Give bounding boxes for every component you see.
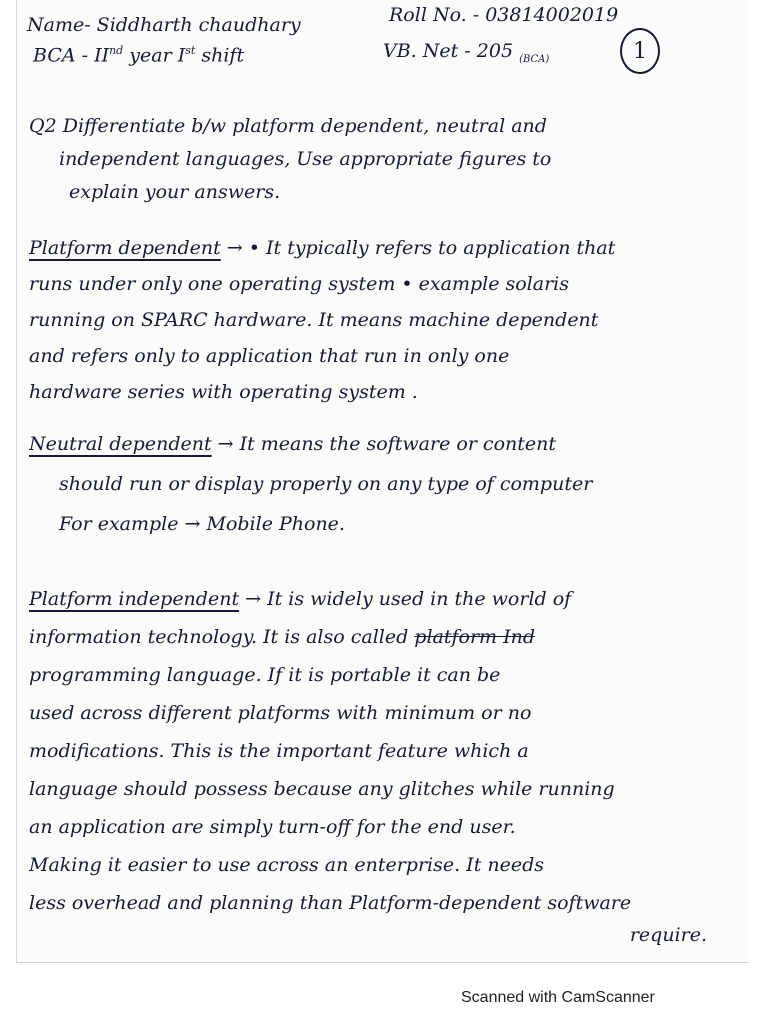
shift-label: shift <box>201 44 245 67</box>
student-name: Name- Siddharth chaudhary <box>27 14 301 36</box>
body-line: Making it easier to use across an enterprise. It needs <box>29 854 545 876</box>
body-line: require. <box>629 924 707 946</box>
body-line: less overhead and planning than Platform-dependent software <box>29 892 632 914</box>
question-block <box>29 110 737 209</box>
scanned-page <box>16 0 749 963</box>
body-line: For example → Mobile Phone. <box>59 513 345 535</box>
section-platform-independent <box>29 580 737 948</box>
term-platform-independent: Platform independent <box>29 588 240 610</box>
body-line: and refers only to application that run in only one <box>29 345 510 367</box>
question-line: explain your answers. <box>69 181 281 203</box>
struck-text: platform Ind <box>414 626 536 648</box>
roll-number: Roll No. - 03814002019 <box>389 4 619 26</box>
term-platform-dependent: Platform dependent <box>29 237 221 259</box>
subject-sub: (BCA) <box>519 53 550 65</box>
section-first-line <box>29 424 737 464</box>
definition-start: → It means the software or content <box>211 433 557 455</box>
definition-start: → It is widely used in the world of <box>239 588 572 610</box>
course-sup: nd <box>109 44 124 57</box>
subject-label: VB. Net - 205 <box>383 40 514 62</box>
body-line: used across different platforms with minimum or no <box>29 702 532 724</box>
body-line: language should possess because any glitches while running <box>29 778 615 800</box>
course-label: BCA - II <box>33 44 110 67</box>
shift-sup: st <box>185 44 196 57</box>
page-number-badge: 1 <box>620 28 660 74</box>
section-platform-dependent <box>29 230 737 410</box>
body-line: should run or display properly on any type of computer <box>59 473 593 495</box>
body-line: hardware series with operating system . <box>29 381 418 403</box>
body-line: an application are simply turn-off for the end user. <box>29 816 516 838</box>
body-line <box>29 618 737 656</box>
course-info <box>33 44 244 66</box>
course-year: year I <box>129 44 186 67</box>
question-line: independent languages, Use appropriate figures to <box>59 148 552 170</box>
body-line: running on SPARC hardware. It means machine dependent <box>29 309 599 331</box>
definition-start: → • It typically refers to application that <box>220 237 616 259</box>
scanner-watermark: Scanned with CamScanner <box>461 989 655 1006</box>
body-text: information technology. It is also called <box>29 626 415 648</box>
question-line: Q2 Differentiate b/w platform dependent, neutral and <box>29 115 547 137</box>
section-first-line <box>29 580 737 618</box>
body-line: runs under only one operating system • example solaris <box>29 273 569 295</box>
subject-info <box>383 40 549 65</box>
section-first-line <box>29 230 737 266</box>
term-neutral-dependent: Neutral dependent <box>29 433 212 455</box>
body-line: modifications. This is the important feature which a <box>29 740 529 762</box>
body-line: programming language. If it is portable it can be <box>29 664 501 686</box>
section-neutral-dependent <box>29 424 737 544</box>
